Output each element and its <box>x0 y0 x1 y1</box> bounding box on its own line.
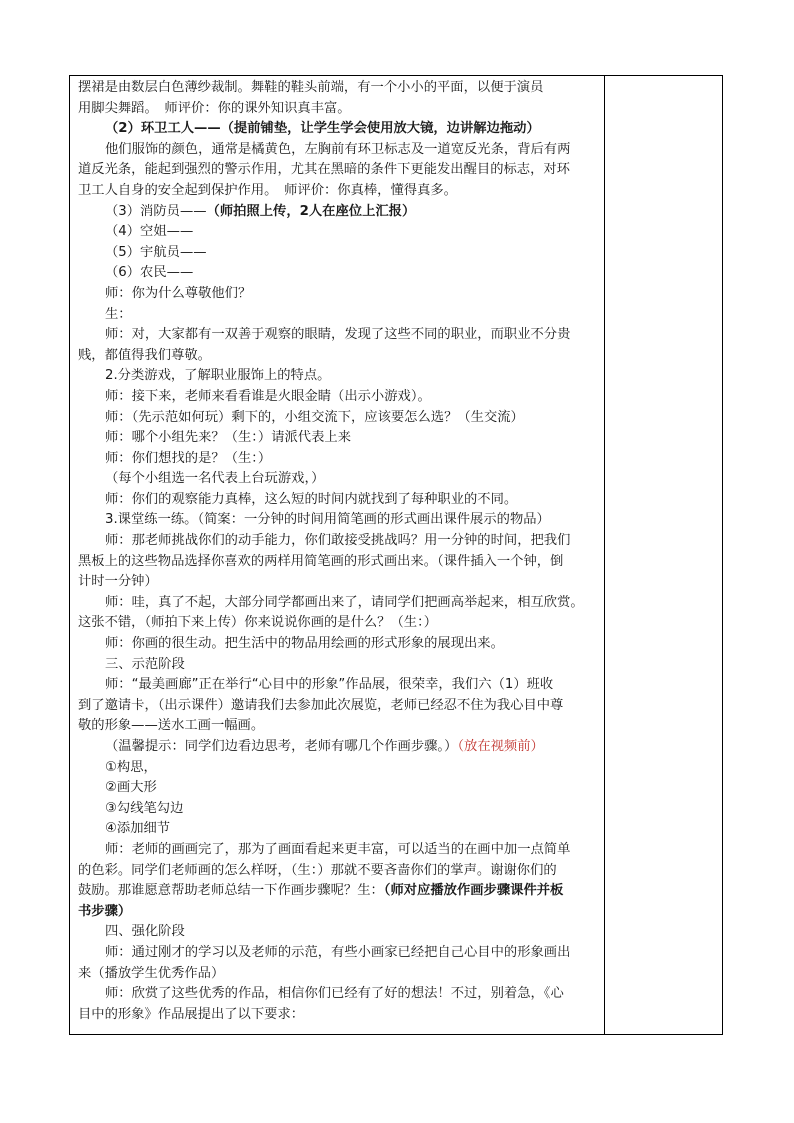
text-segment: 的色彩。同学们老师画的怎么样呀，（生：）那就不要吝啬你们的掌声。谢谢你们的 <box>78 862 557 878</box>
lesson-text <box>78 78 600 1025</box>
text-line <box>78 490 600 511</box>
notes-column <box>605 76 722 1034</box>
text-segment: 师：你为什么尊敬他们？ <box>105 285 252 301</box>
text-line <box>78 634 600 655</box>
text-segment: 师：接下来，老师来看看谁是火眼金睛（出示小游戏）。 <box>105 388 431 404</box>
text-line <box>78 613 600 634</box>
text-segment: 敬的形象——送水工画一幅画。 <box>78 718 265 734</box>
text-line <box>78 99 600 120</box>
text-segment: 贱，都值得我们尊敬。 <box>78 347 211 363</box>
text-line <box>78 366 600 387</box>
text-line <box>78 737 600 758</box>
text-line <box>78 202 600 223</box>
text-segment: 三、示范阶段 <box>105 656 185 672</box>
text-segment: （6）农民—— <box>105 265 194 281</box>
text-line <box>78 408 600 429</box>
text-segment: （师对应播放作画步骤课件并板 <box>383 883 564 899</box>
text-segment: 师：“最美画廊”正在举行“心目中的形象”作品展，很荣幸，我们六（1）班收 <box>105 677 554 693</box>
text-segment: 师：你们的观察能力真棒，这么短的时间内就找到了每种职业的不同。 <box>105 491 518 507</box>
text-line <box>78 572 600 593</box>
text-segment: 2.分类游戏，了解职业服饰上的特点。 <box>105 368 331 384</box>
text-line <box>78 428 600 449</box>
text-segment: 书步骤） <box>78 903 132 919</box>
text-line <box>78 922 600 943</box>
text-segment: 生： <box>105 306 132 322</box>
text-line <box>78 964 600 985</box>
text-segment: 师：通过刚才的学习以及老师的示范，有些小画家已经把自己心目中的形象画出 <box>105 944 571 960</box>
text-line <box>78 305 600 326</box>
text-segment: ④添加细节 <box>105 821 171 837</box>
text-line <box>78 881 600 902</box>
text-line <box>78 449 600 470</box>
text-line <box>78 325 600 346</box>
text-segment: 目中的形象》作品展提出了以下要求： <box>78 1006 305 1022</box>
text-segment: 师：你画的很生动。把生活中的物品用绘画的形式形象的展现出来。 <box>105 636 504 652</box>
text-segment: 四、强化阶段 <box>105 924 185 940</box>
text-line <box>78 552 600 573</box>
text-line <box>78 119 600 140</box>
text-segment: （放在视频前） <box>457 739 544 754</box>
text-line <box>78 593 600 614</box>
text-line <box>78 655 600 676</box>
text-line <box>78 243 600 264</box>
text-line <box>78 78 600 99</box>
text-segment: 鼓励。那谁愿意帮助老师总结一下作画步骤呢？生： <box>78 883 384 899</box>
text-segment: 师：欣赏了这些优秀的作品，相信你们已经有了好的想法！不过，别着急，《心 <box>105 986 564 1002</box>
text-segment: 师：你们想找的是？（生：） <box>105 450 272 466</box>
text-line <box>78 984 600 1005</box>
text-line <box>78 696 600 717</box>
text-segment: 3.课堂练一练。（简案：一分钟的时间用简笔画的形式画出课件展示的物品） <box>105 512 550 528</box>
text-segment: （3）消防员—— <box>105 203 207 219</box>
text-segment: 师：哪个小组先来？（生：）请派代表上来 <box>105 430 351 446</box>
text-line <box>78 758 600 779</box>
text-line <box>78 469 600 490</box>
text-line <box>78 531 600 552</box>
text-line <box>78 675 600 696</box>
text-line <box>78 160 600 181</box>
text-segment: 师：老师的画画完了，那为了画面看起来更丰富，可以适当的在画中加一点简单 <box>105 841 571 857</box>
text-segment: （5）宇航员—— <box>105 244 207 260</box>
text-segment: 卫工人自身的安全起到保护作用。 师评价：你真棒，懂得真多。 <box>78 182 457 198</box>
text-segment: 他们服饰的颜色，通常是橘黄色，左胸前有环卫标志及一道宽反光条，背后有两 <box>105 141 571 157</box>
text-segment: 这张不错，（师拍下来上传）你来说说你画的是什么？（生：） <box>78 615 438 631</box>
text-line <box>78 799 600 820</box>
lesson-table <box>69 75 723 1035</box>
text-line <box>78 902 600 923</box>
text-line <box>78 263 600 284</box>
text-line <box>78 840 600 861</box>
text-segment: 师：（先示范如何玩）剩下的，小组交流下，应该要怎么选？（生交流） <box>105 409 524 425</box>
text-line <box>78 943 600 964</box>
text-segment: （2）环卫工人——（提前铺垫，让学生学会使用放大镜，边讲解边拖动） <box>105 121 540 137</box>
text-line <box>78 346 600 367</box>
text-line <box>78 861 600 882</box>
text-line <box>78 284 600 305</box>
text-line <box>78 222 600 243</box>
text-segment: （师拍照上传，2人在座位上汇报） <box>206 203 416 219</box>
text-segment: （温馨提示：同学们边看边思考，老师有哪几个作画步骤。） <box>105 739 458 754</box>
text-segment: 师：哇，真了不起，大部分同学都画出来了，请同学们把画高举起来，相互欣赏。 <box>105 594 584 610</box>
text-segment: 摆裙是由数层白色薄纱裁制。舞鞋的鞋头前端，有一个小小的平面，以便于演员 <box>78 80 544 95</box>
text-segment: （每个小组选一名代表上台玩游戏，） <box>105 471 325 487</box>
text-line <box>78 819 600 840</box>
text-line <box>78 510 600 531</box>
text-segment: 到了邀请卡，（出示课件）邀请我们去参加此次展览，老师已经忍不住为我心目中尊 <box>78 697 564 713</box>
text-segment: ③勾线笔勾边 <box>105 800 184 816</box>
text-line <box>78 181 600 202</box>
text-line <box>78 387 600 408</box>
text-line <box>78 1005 600 1026</box>
text-segment: 来（播放学生优秀作品） <box>78 965 225 981</box>
text-line <box>78 140 600 161</box>
text-segment: 师：那老师挑战你们的动手能力，你们敢接受挑战吗？用一分钟的时间，把我们 <box>105 533 571 549</box>
text-segment: 师：对，大家都有一双善于观察的眼睛，发现了这些不同的职业，而职业不分贵 <box>105 327 571 343</box>
text-segment: 计时一分钟） <box>78 574 158 590</box>
text-line <box>78 716 600 737</box>
text-line <box>78 778 600 799</box>
text-segment: ②画大形 <box>105 780 157 796</box>
text-segment: 道反光条，能起到强烈的警示作用，尤其在黑暗的条件下更能发出醒目的标志，对环 <box>78 162 570 178</box>
main-column <box>70 76 605 1034</box>
text-segment: 黑板上的这些物品选择你喜欢的两样用简笔画的形式画出来。（课件插入一个钟，倒 <box>78 553 564 569</box>
text-segment: （4）空姐—— <box>105 224 194 240</box>
text-segment: 用脚尖舞蹈。 师评价：你的课外知识真丰富。 <box>78 100 351 116</box>
text-segment: ①构思， <box>105 759 157 775</box>
